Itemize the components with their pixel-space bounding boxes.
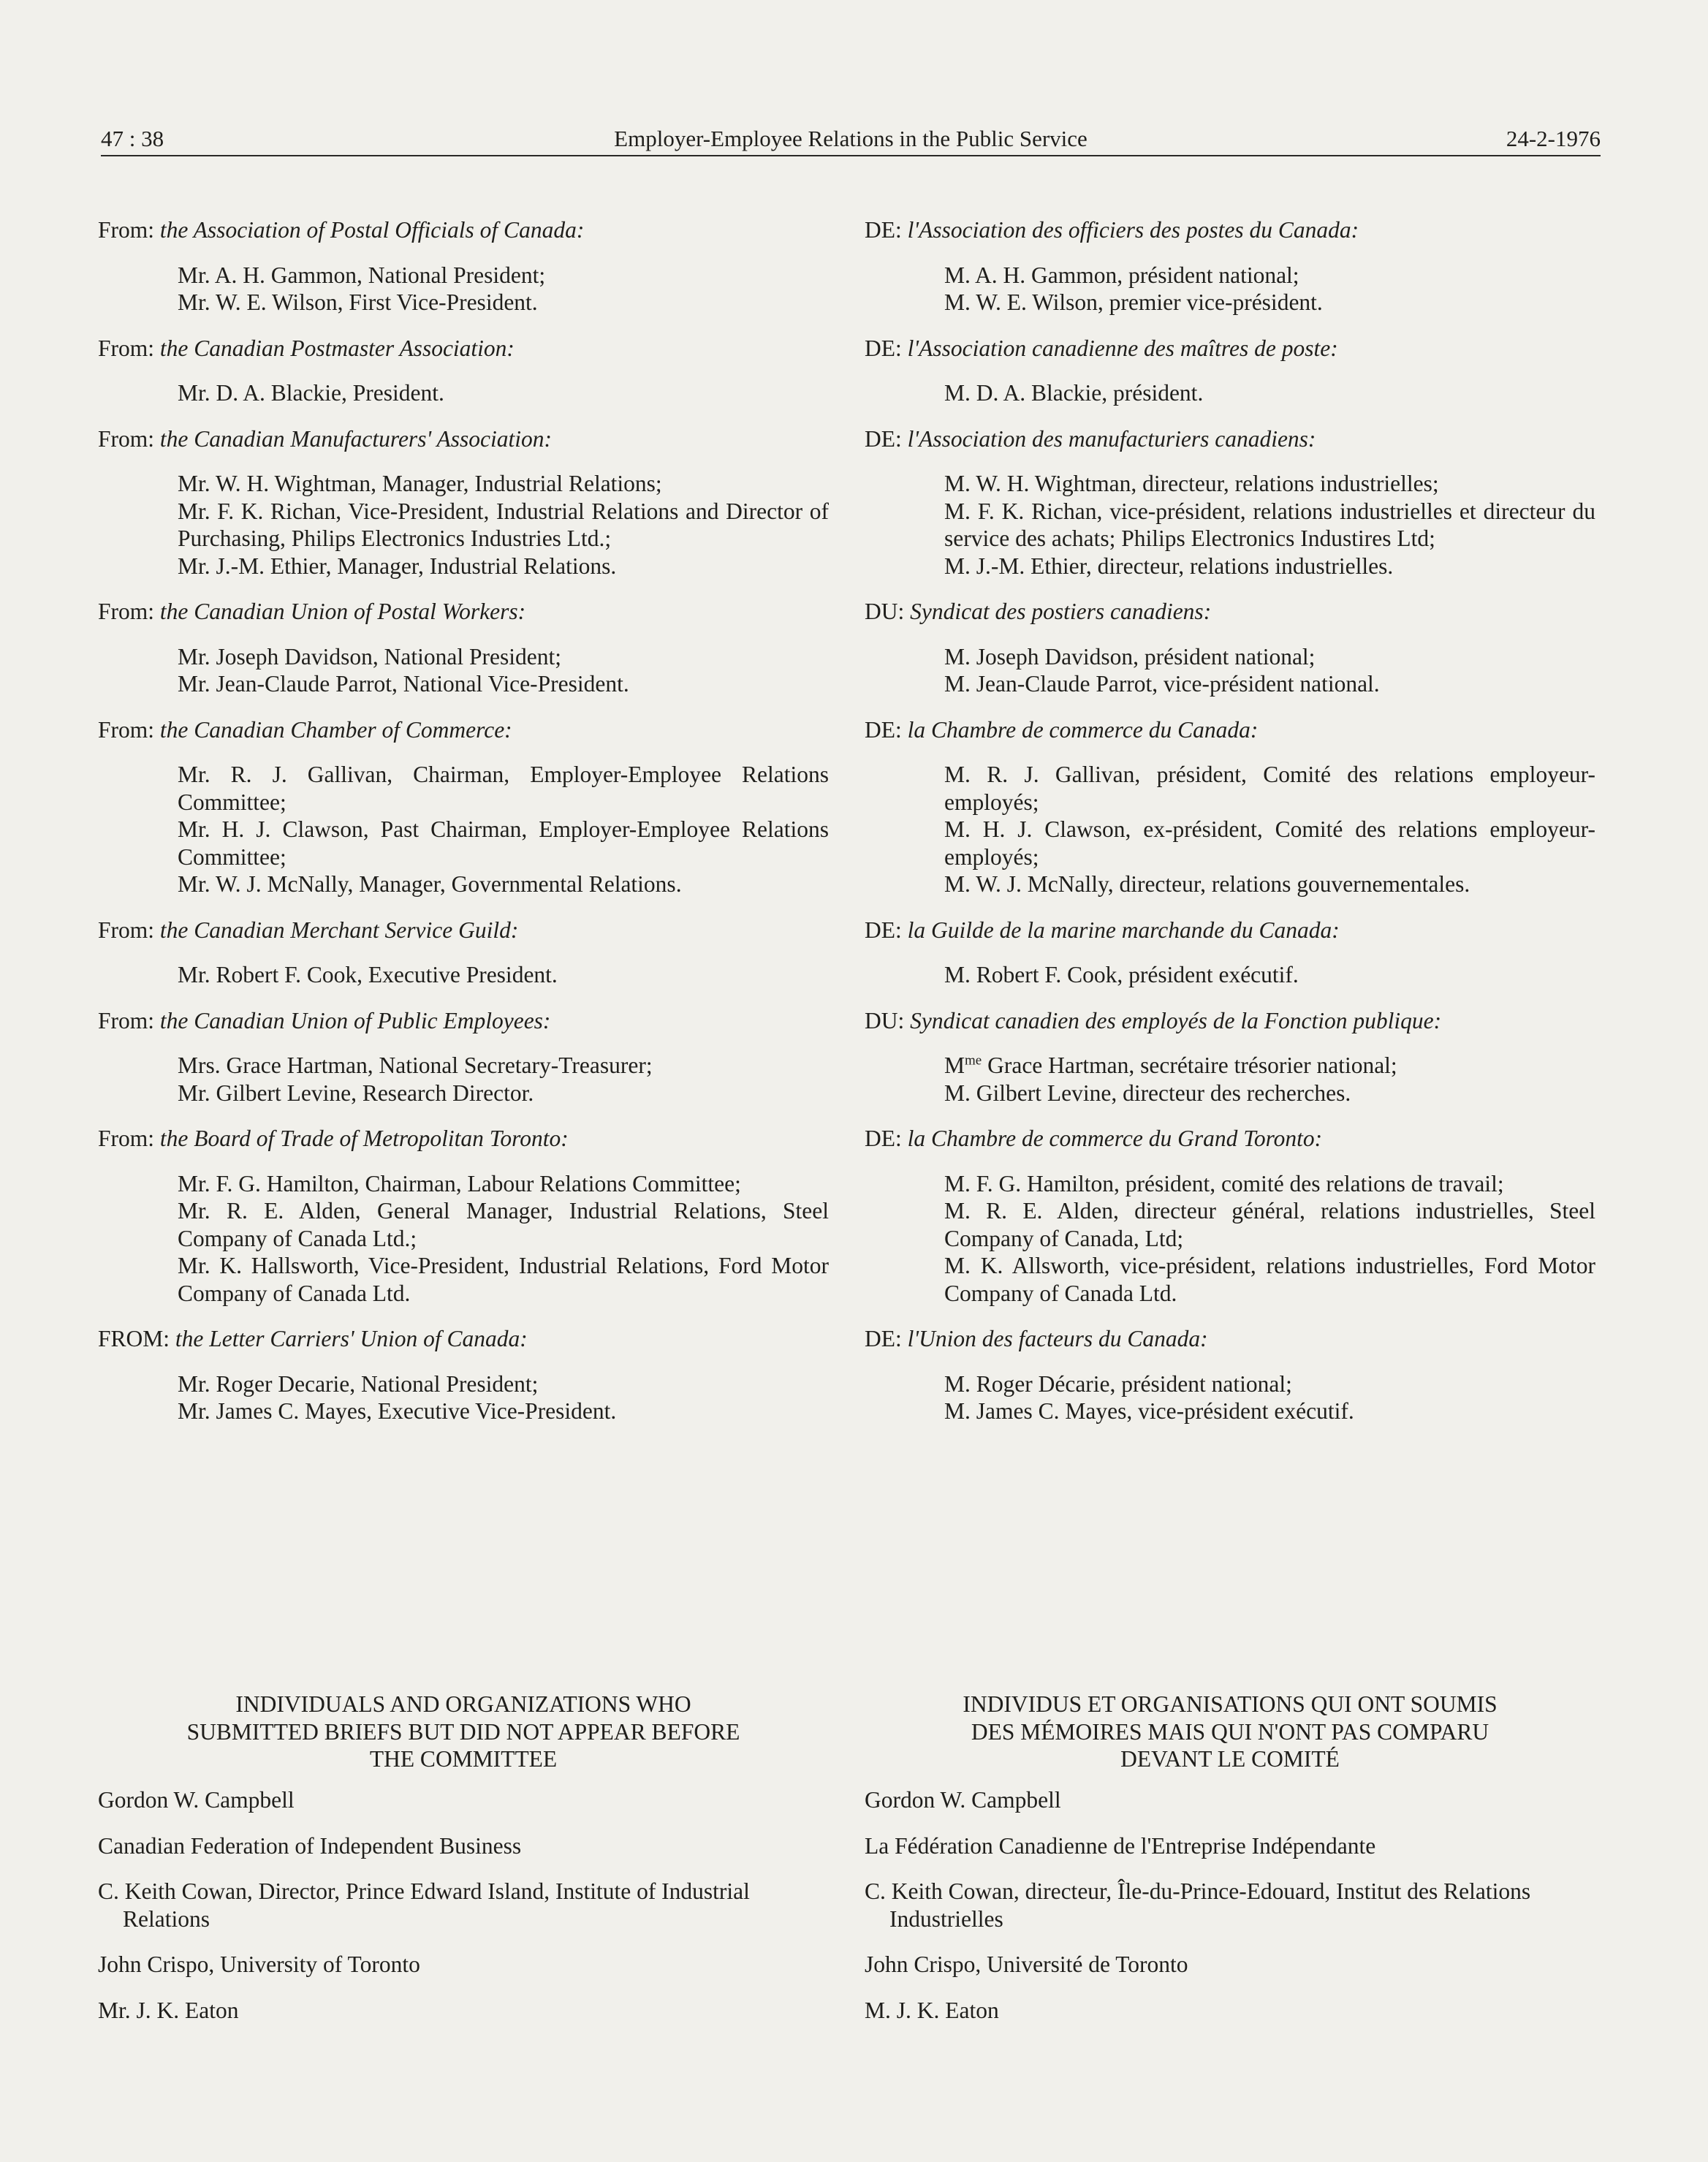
header-date: 24-2-1976 <box>1506 126 1601 151</box>
witness-group-heading: DE: la Guilde de la marine marchande du Canada: <box>865 917 1340 943</box>
witness-names <box>865 470 1595 580</box>
witness-entry: M. W. J. McNally, directeur, relations gouvernementales. <box>944 871 1470 897</box>
witness-list-french <box>865 216 1595 1444</box>
witness-entry: Mr. D. A. Blackie, President. <box>178 380 444 406</box>
witness-names <box>865 1370 1595 1425</box>
witness-group <box>98 716 829 898</box>
witness-entry: M. J.-M. Ethier, directeur, relations industrielles. <box>944 553 1394 579</box>
witness-entry: M. W. E. Wilson, premier vice-président. <box>944 289 1323 315</box>
brief-entry: Gordon W. Campbell <box>98 1787 295 1813</box>
section-heading-french: INDIVIDUS ET ORGANISATIONS QUI ONT SOUMIS DES MÉMOIRES MAIS QUI N'ONT PAS COMPARU DEVANT LE COMITÉ <box>963 1691 1498 1772</box>
witness-names <box>98 643 829 698</box>
witness-entry: M. H. J. Clawson, ex-président, Comité des relations employeur-employés; <box>944 816 1595 870</box>
witness-entry: Mr. F. K. Richan, Vice-President, Industrial Relations and Director of Purchasing, Philips Electronics Industries Ltd.; <box>178 498 829 551</box>
witness-entry: Mr. A. H. Gammon, National President; <box>178 262 546 288</box>
witness-entry: M. K. Allsworth, vice-président, relations industrielles, Ford Motor Company of Canada Ltd. <box>944 1253 1595 1306</box>
organization-name: l'Association des manufacturiers canadiens: <box>907 425 1316 452</box>
organization-name: the Canadian Merchant Service Guild: <box>159 917 519 943</box>
witness-group <box>865 1125 1595 1307</box>
witness-entry: M. F. G. Hamilton, président, comité des relations de travail; <box>944 1170 1504 1196</box>
witness-group <box>98 216 829 316</box>
witness-group-heading: From: the Canadian Union of Postal Workers: <box>98 599 526 624</box>
witness-group-heading: FROM: the Letter Carriers' Union of Canada: <box>98 1326 528 1351</box>
witness-names <box>865 379 1595 407</box>
witness-entry: M. A. H. Gammon, président national; <box>944 262 1299 288</box>
witness-entry: Mr. Gilbert Levine, Research Director. <box>178 1080 534 1106</box>
witness-group-heading: DU: Syndicat des postiers canadiens: <box>865 599 1212 624</box>
witness-entry: Mr. W. H. Wightman, Manager, Industrial Relations; <box>178 471 662 496</box>
witness-group-heading: From: the Canadian Merchant Service Guild: <box>98 917 519 943</box>
witness-names <box>98 1170 829 1308</box>
header-rule <box>101 155 1601 156</box>
witness-names <box>98 761 829 898</box>
witness-entry: Mr. W. J. McNally, Manager, Governmental Relations. <box>178 871 682 897</box>
witness-entry: Mr. J.-M. Ethier, Manager, Industrial Relations. <box>178 553 617 579</box>
brief-entry: La Fédération Canadienne de l'Entreprise Indépendante <box>865 1832 1376 1859</box>
witness-group <box>98 335 829 407</box>
brief-entry: C. Keith Cowan, Director, Prince Edward Island, Institute of Industrial Relations <box>98 1878 750 1932</box>
organization-name: the Canadian Union of Postal Workers: <box>159 599 526 624</box>
witness-names <box>865 262 1595 316</box>
witness-entry: Mr. Jean-Claude Parrot, National Vice-President. <box>178 671 629 697</box>
witness-entry: Mr. W. E. Wilson, First Vice-President. <box>178 289 538 315</box>
briefs-list-english <box>98 1786 829 2042</box>
witness-names <box>98 262 829 316</box>
brief-entry: Mr. J. K. Eaton <box>98 1997 239 2023</box>
witness-group-heading: From: the Canadian Chamber of Commerce: <box>98 716 512 743</box>
organization-name: l'Association des officiers des postes du Canada: <box>907 217 1359 243</box>
witness-entry: M. R. E. Alden, directeur général, relations industrielles, Steel Company of Canada, Ltd; <box>944 1198 1595 1251</box>
witness-group-heading: DE: l'Association des manufacturiers canadiens: <box>865 425 1316 452</box>
organization-name: the Canadian Postmaster Association: <box>159 335 515 361</box>
witness-group <box>865 598 1595 698</box>
witness-entry: Mr. H. J. Clawson, Past Chairman, Employer-Employee Relations Committee; <box>178 816 829 870</box>
witness-entry: Mrs. Grace Hartman, National Secretary-Treasurer; <box>178 1052 653 1078</box>
witness-entry: Mr. Roger Decarie, National President; <box>178 1370 539 1397</box>
witness-names <box>98 379 829 407</box>
witness-list-english <box>98 216 829 1444</box>
witness-group <box>865 917 1595 989</box>
witness-group <box>98 1007 829 1107</box>
witness-entry: M. Gilbert Levine, directeur des recherches. <box>944 1080 1351 1106</box>
witness-names <box>865 1170 1595 1308</box>
witness-entry: M. Joseph Davidson, président national; <box>944 643 1316 670</box>
brief-entry: M. J. K. Eaton <box>865 1997 999 2023</box>
witness-entry: Mr. Joseph Davidson, National President; <box>178 643 561 670</box>
witness-entry: M. James C. Mayes, vice-président exécutif. <box>944 1398 1354 1424</box>
organization-name: the Canadian Chamber of Commerce: <box>159 716 512 743</box>
witness-entry: M. R. J. Gallivan, président, Comité des relations employeur-employés; <box>944 762 1595 815</box>
page-number: 47 : 38 <box>101 126 164 151</box>
witness-group <box>865 1007 1595 1107</box>
witness-names <box>98 1052 829 1107</box>
witness-entry: Mr. James C. Mayes, Executive Vice-President. <box>178 1398 617 1424</box>
brief-entry: Gordon W. Campbell <box>865 1787 1061 1813</box>
witness-group-heading: DU: Syndicat canadien des employés de la Fonction publique: <box>865 1007 1442 1033</box>
witness-names <box>865 761 1595 898</box>
witness-entry: M. Jean-Claude Parrot, vice-président national. <box>944 671 1380 697</box>
brief-entry: John Crispo, Université de Toronto <box>865 1952 1188 1977</box>
witness-entry: M. D. A. Blackie, président. <box>944 380 1204 406</box>
witness-group-heading: From: the Board of Trade of Metropolitan Toronto: <box>98 1126 569 1151</box>
organization-name: the Letter Carriers' Union of Canada: <box>175 1326 528 1351</box>
brief-entry: John Crispo, University of Toronto <box>98 1952 420 1977</box>
witness-group <box>98 598 829 698</box>
witness-group <box>865 716 1595 898</box>
witness-group <box>98 425 829 580</box>
witness-names <box>865 1052 1595 1107</box>
witness-entry: $M^{me}$ Grace Hartman, secrétaire trésorier national; <box>944 1052 1397 1078</box>
witness-group <box>98 917 829 989</box>
witness-entry: M. Roger Décarie, président national; <box>944 1370 1292 1397</box>
witness-names <box>98 1370 829 1425</box>
organization-name: l'Association canadienne des maîtres de poste: <box>907 335 1338 361</box>
witness-entry: Mr. F. G. Hamilton, Chairman, Labour Relations Committee; <box>178 1170 741 1196</box>
section-heading-english: INDIVIDUALS AND ORGANIZATIONS WHO SUBMITTED BRIEFS BUT DID NOT APPEAR BEFORE THE COMMITTEE <box>186 1691 740 1772</box>
organization-name: the Canadian Manufacturers' Association: <box>159 425 552 452</box>
witness-entry: M. F. K. Richan, vice-président, relations industrielles et directeur du service des achats; Philips Electronics Industires Ltd; <box>944 498 1595 551</box>
witness-group <box>865 425 1595 580</box>
organization-name: the Association of Postal Officials of Canada: <box>159 217 585 243</box>
witness-group <box>98 1325 829 1425</box>
witness-group-heading: DE: l'Association des officiers des postes du Canada: <box>865 217 1359 243</box>
witness-group <box>98 1125 829 1307</box>
witness-group-heading: From: the Canadian Union of Public Employees: <box>98 1007 551 1033</box>
witness-group-heading: DE: l'Union des facteurs du Canada: <box>865 1326 1208 1351</box>
organization-name: la Guilde de la marine marchande du Canada: <box>907 917 1340 943</box>
witness-entry: M. W. H. Wightman, directeur, relations industrielles; <box>944 471 1439 496</box>
witness-group <box>865 335 1595 407</box>
running-title: Employer-Employee Relations in the Public Service <box>614 126 1088 151</box>
witness-names <box>865 961 1595 989</box>
organization-name: l'Union des facteurs du Canada: <box>907 1326 1208 1351</box>
witness-group-heading: From: the Canadian Manufacturers' Association: <box>98 425 552 452</box>
organization-name: the Canadian Union of Public Employees: <box>159 1007 551 1033</box>
witness-group-heading: DE: la Chambre de commerce du Grand Toronto: <box>865 1126 1323 1151</box>
witness-entry: Mr. Robert F. Cook, Executive President. <box>178 962 558 987</box>
witness-names <box>98 470 829 580</box>
organization-name: Syndicat des postiers canadiens: <box>910 599 1212 624</box>
briefs-list-french <box>865 1786 1595 2042</box>
brief-entry: Canadian Federation of Independent Business <box>98 1832 522 1859</box>
witness-group-heading: From: the Association of Postal Officials of Canada: <box>98 217 585 243</box>
witness-group-heading: DE: la Chambre de commerce du Canada: <box>865 716 1259 743</box>
organization-name: la Chambre de commerce du Canada: <box>907 716 1259 743</box>
witness-group-heading: DE: l'Association canadienne des maîtres de poste: <box>865 335 1338 361</box>
organization-name: Syndicat canadien des employés de la Fonction publique: <box>910 1007 1442 1033</box>
witness-entry: Mr. R. E. Alden, General Manager, Industrial Relations, Steel Company of Canada Ltd.; <box>178 1198 829 1251</box>
brief-entry: C. Keith Cowan, directeur, Île-du-Prince-Edouard, Institut des Relations Industrielles <box>865 1878 1531 1932</box>
organization-name: la Chambre de commerce du Grand Toronto: <box>907 1126 1323 1151</box>
witness-names <box>98 961 829 989</box>
witness-entry: Mr. K. Hallsworth, Vice-President, Industrial Relations, Ford Motor Company of Canada Ltd. <box>178 1253 829 1306</box>
witness-names <box>865 643 1595 698</box>
witness-group <box>865 216 1595 316</box>
page-header <box>101 123 1601 155</box>
witness-entry: Mr. R. J. Gallivan, Chairman, Employer-Employee Relations Committee; <box>178 762 829 815</box>
organization-name: the Board of Trade of Metropolitan Toronto: <box>159 1126 569 1151</box>
witness-group <box>865 1325 1595 1425</box>
witness-entry: M. Robert F. Cook, président exécutif. <box>944 962 1299 987</box>
witness-group-heading: From: the Canadian Postmaster Association: <box>98 335 515 361</box>
